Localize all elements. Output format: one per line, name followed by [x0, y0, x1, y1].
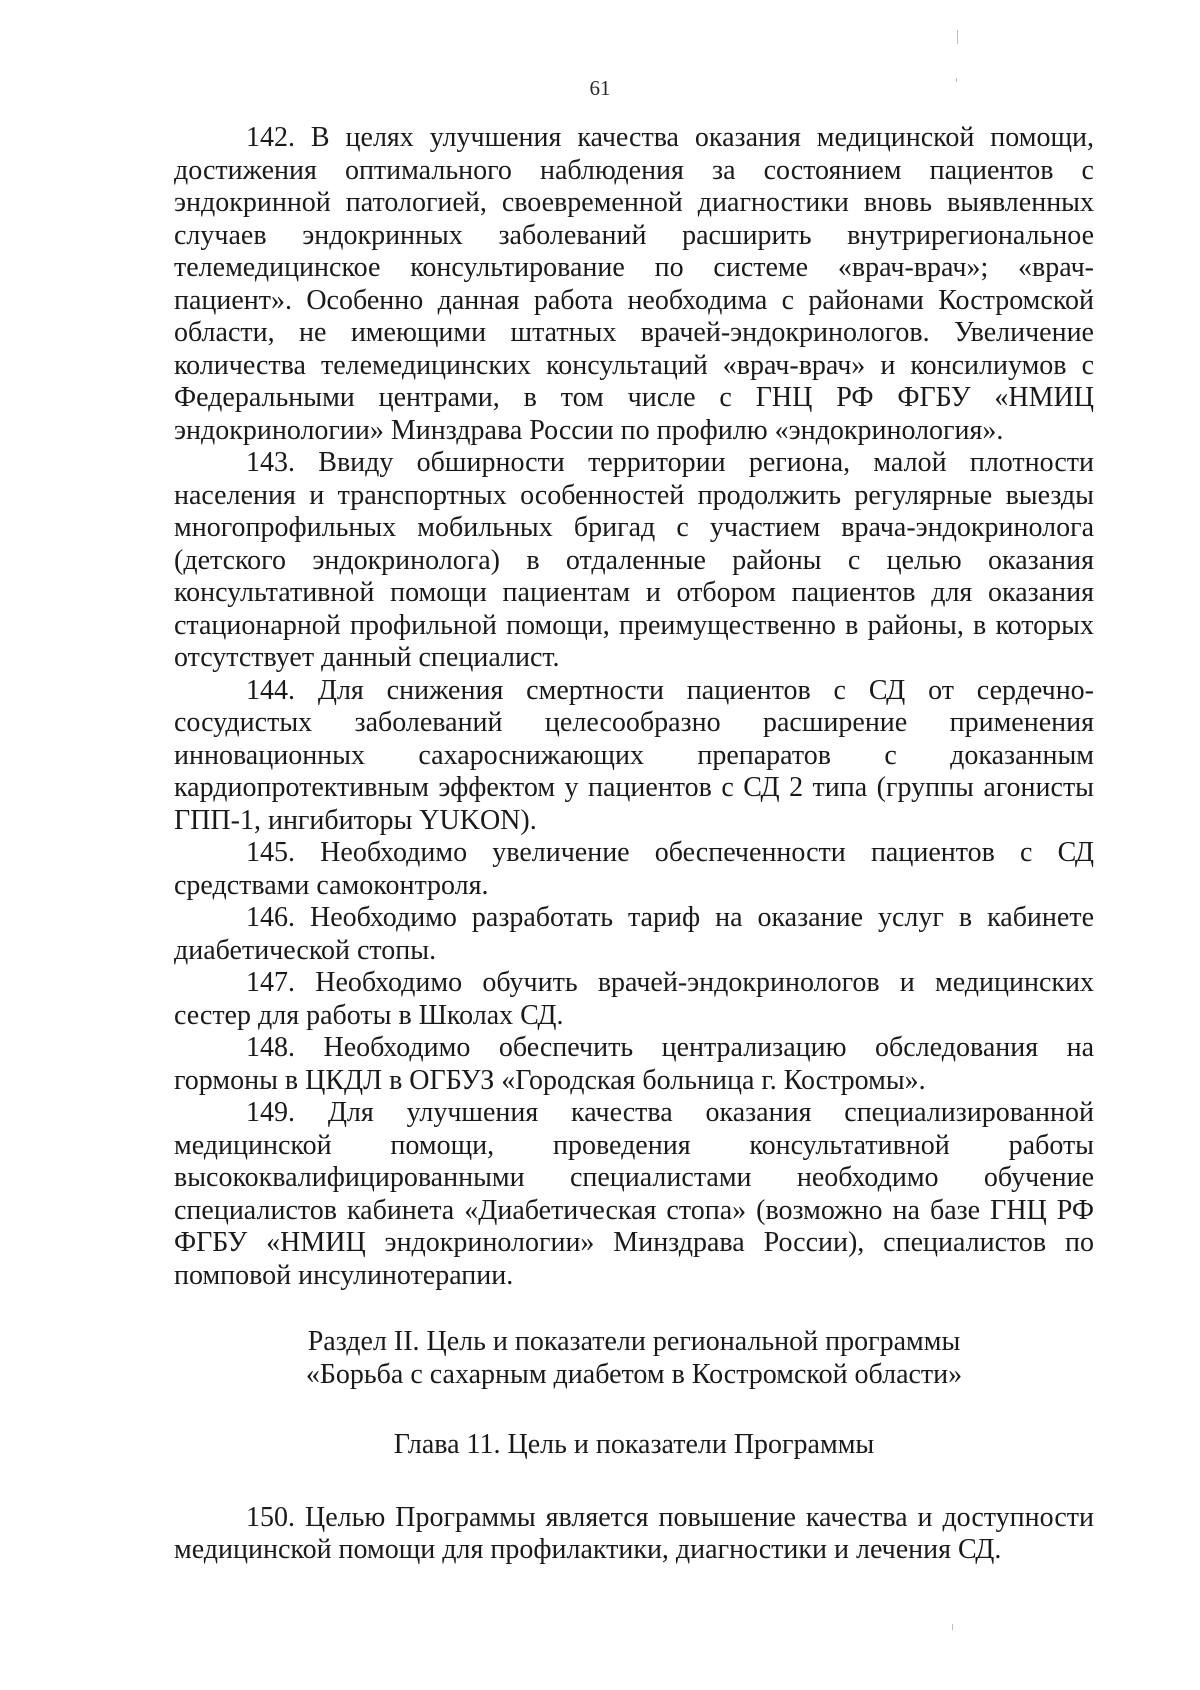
paragraph-144: 144. Для снижения смертности пациентов с СД от сердечно-сосудистых заболеваний целесообразно расширение применения инновационных сахароснижающих препаратов с доказанным кардиопротективным эффектом у пациентов с СД 2 типа (группы агонисты ГПП-1, ингибиторы YUKON).	[174, 674, 1094, 836]
section-heading	[174, 1326, 1094, 1391]
paragraph-150: 150. Целью Программы является повышение качества и доступности медицинской помощи для профилактики, диагностики и лечения СД.	[174, 1501, 1094, 1565]
paragraph-142: 142. В целях улучшения качества оказания медицинской помощи, достижения оптимального наблюдения за состоянием пациентов с эндокринной патологией, своевременной диагностики вновь выявленных случаев эндокринных заболеваний расширить внутрирегиональное телемедицинское консультирование по системе «врач-врач»; «врач-пациент». Особенно данная работа необходима с районами Костромской области, не имеющими штатных врачей-эндокринологов. Увеличение количества телемедицинских консультаций «врач-врач» и консилиумов с Федеральными центрами, в том числе с ГНЦ РФ ФГБУ «НМИЦ эндокринологии» Минздрава России по профилю «эндокринология».	[174, 122, 1094, 446]
page-number: 61	[589, 76, 611, 100]
paragraph-146: 146. Необходимо разработать тариф на оказание услуг в кабинете диабетической стопы.	[174, 902, 1094, 966]
scan-mark	[952, 1624, 953, 1630]
document-body	[174, 122, 1094, 1567]
paragraph-143: 143. Ввиду обширности территории региона, малой плотности населения и транспортных особенностей продолжить регулярные выезды многопрофильных мобильных бригад с участием врача-эндокринолога (детского эндокринолога) в отдаленные районы с целью оказания консультативной помощи пациентам и отбором пациентов для оказания стационарной профильной помощи, преимущественно в районы, в которых отсутствует данный специалист.	[174, 447, 1094, 673]
section-heading-line-1: Раздел II. Цель и показатели региональной программы	[307, 1326, 961, 1357]
paragraph-147: 147. Необходимо обучить врачей-эндокринологов и медицинских сестер для работы в Школах СД.	[174, 967, 1094, 1031]
scan-mark	[957, 30, 958, 44]
section-heading-line-2: «Борьба с сахарным диабетом в Костромской области»	[305, 1358, 963, 1390]
paragraph-149: 149. Для улучшения качества оказания специализированной медицинской помощи, проведения консультативной работы высококвалифицированными специалистами необходимо обучение специалистов кабинета «Диабетическая стопа» (возможно на базе ГНЦ РФ ФГБУ «НМИЦ эндокринологии» Минздрава России), специалистов по помповой инсулинотерапии.	[174, 1097, 1094, 1291]
paragraph-148: 148. Необходимо обеспечить централизацию обследования на гормоны в ЦКДЛ в ОГБУЗ «Городская больница г. Костромы».	[174, 1032, 1094, 1096]
chapter-heading: Глава 11. Цель и показатели Программы	[393, 1429, 875, 1460]
paragraph-145: 145. Необходимо увеличение обеспеченности пациентов с СД средствами самоконтроля.	[174, 837, 1094, 901]
